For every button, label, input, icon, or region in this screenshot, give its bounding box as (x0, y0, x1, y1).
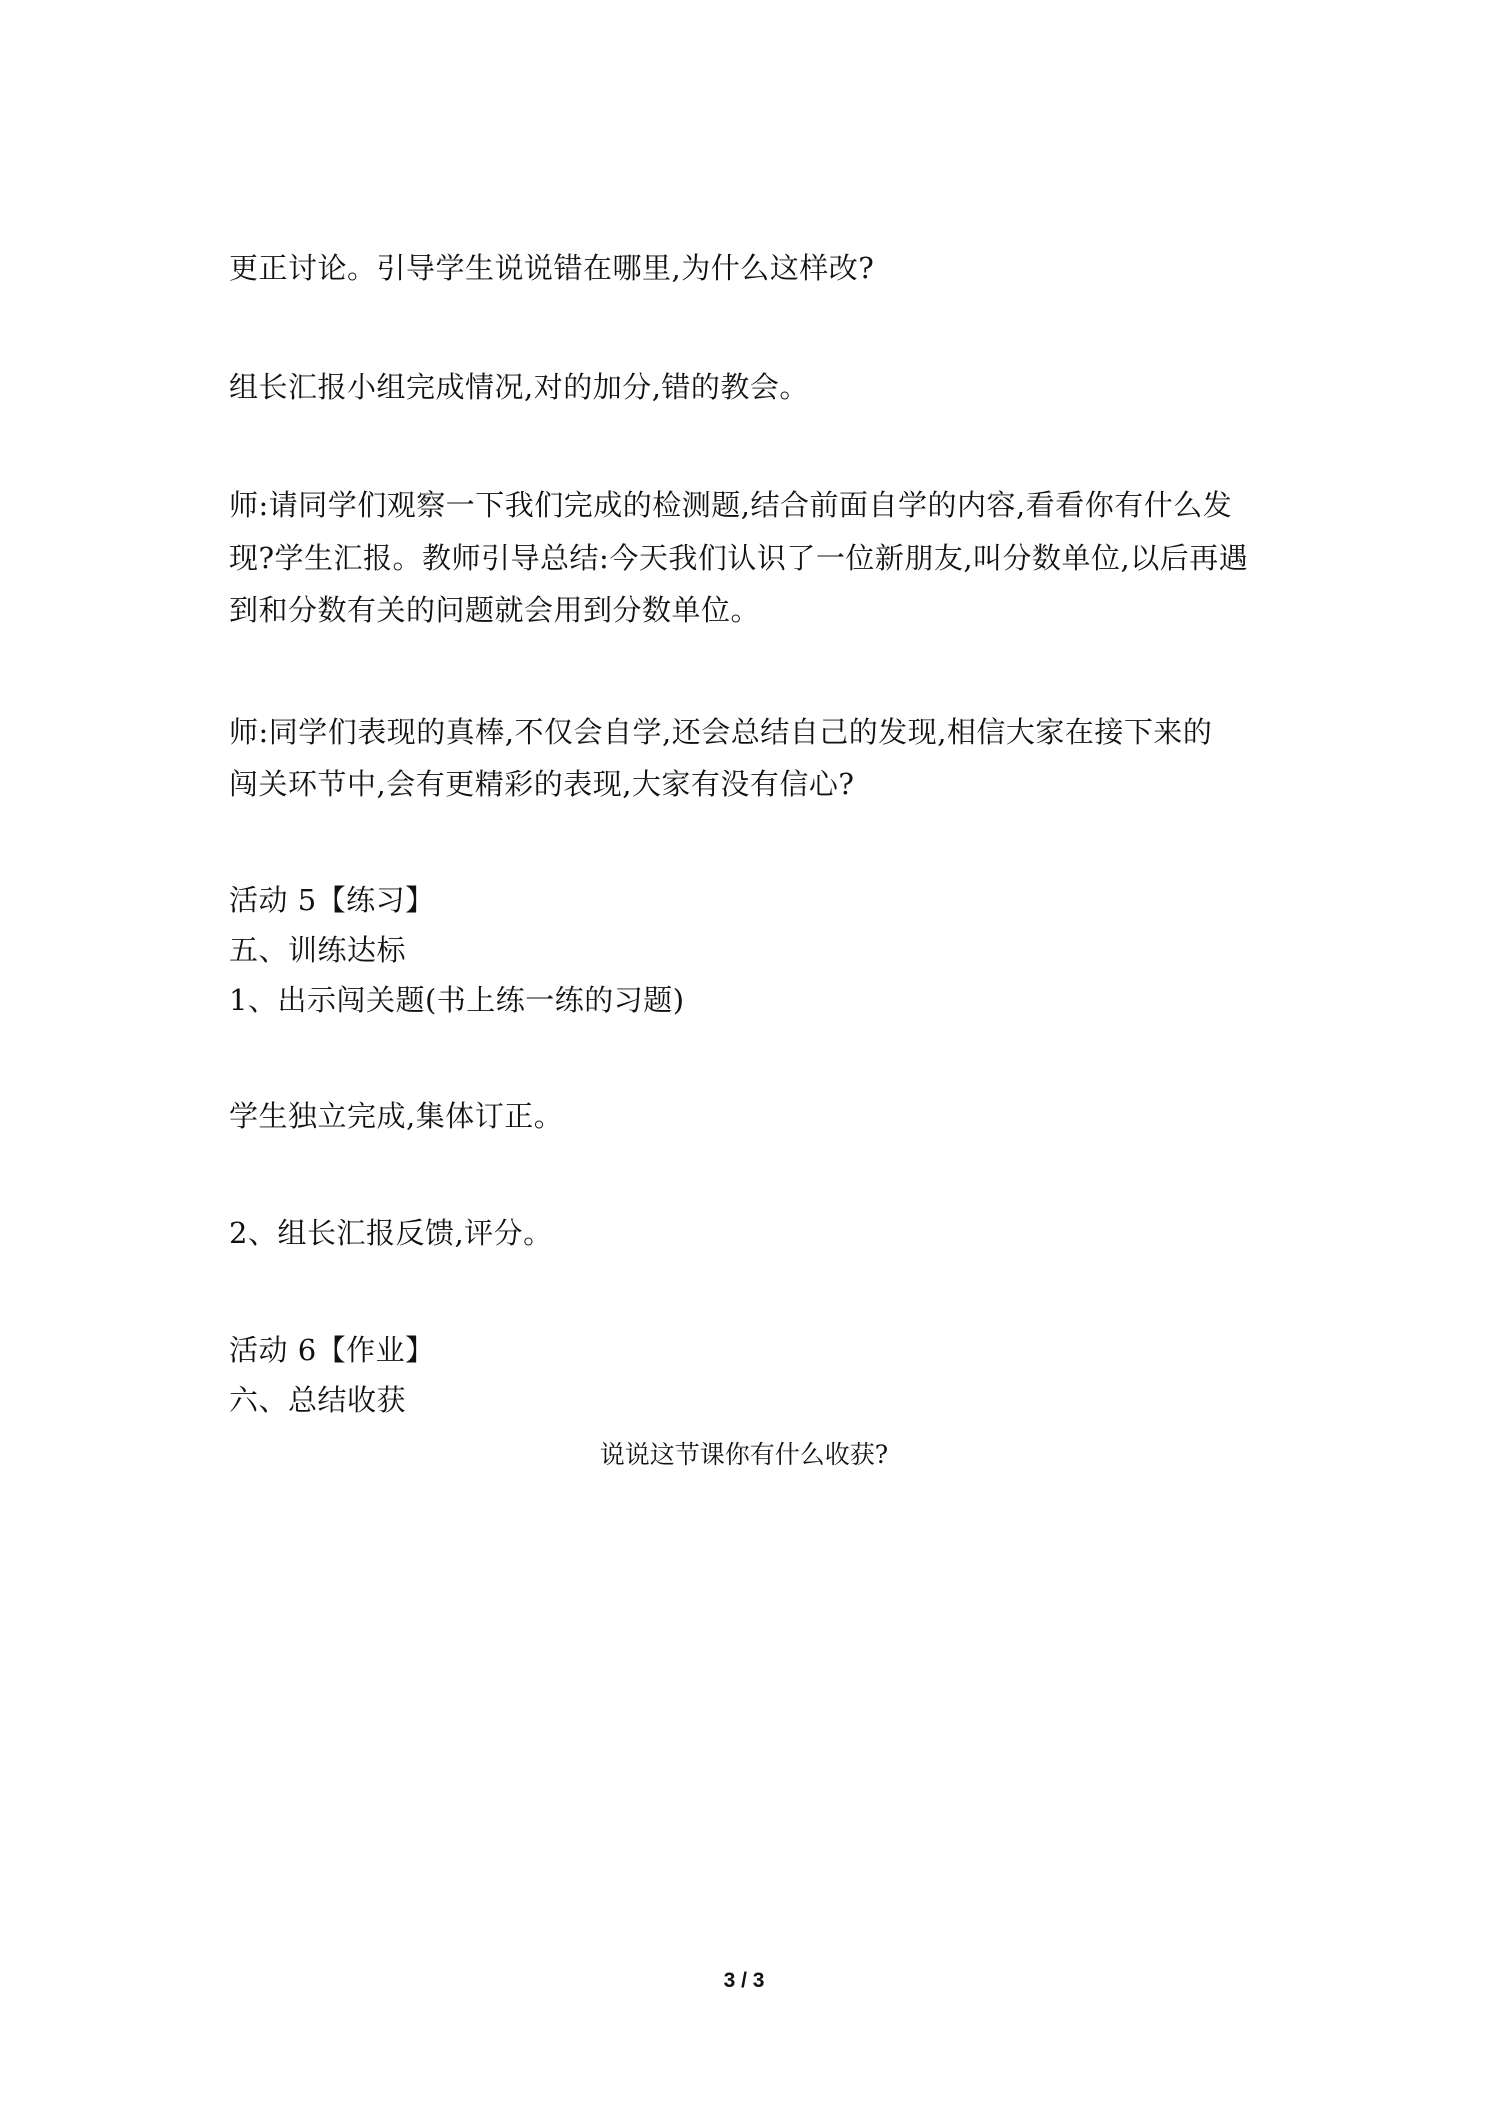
paragraph-praise-line-1: 师:同学们表现的真棒,不仅会自学,还会总结自己的发现,相信大家在接下来的 (229, 715, 1213, 749)
paragraph-teacher-line-1: 师:请同学们观察一下我们完成的检测题,结合前面自学的内容,看看你有什么发 (229, 488, 1233, 522)
page-number: 3 / 3 (723, 1969, 765, 1992)
list-item-1: 1、出示闯关题(书上练一练的习题) (229, 983, 685, 1017)
paragraph-group-report: 组长汇报小组完成情况,对的加分,错的教会。 (229, 370, 809, 404)
activity-6-heading: 活动 6【作业】 (229, 1333, 435, 1367)
section-five-heading: 五、训练达标 (229, 933, 407, 967)
paragraph-teacher-line-2: 现?学生汇报。教师引导总结:今天我们认识了一位新朋友,叫分数单位,以后再遇 (229, 541, 1249, 575)
summary-question: 说说这节课你有什么收获? (599, 1440, 889, 1469)
paragraph-correction-discussion: 更正讨论。引导学生说说错在哪里,为什么这样改? (229, 251, 875, 285)
paragraph-praise-line-2: 闯关环节中,会有更精彩的表现,大家有没有信心? (229, 767, 855, 801)
paragraph-teacher-line-3: 到和分数有关的问题就会用到分数单位。 (229, 593, 761, 627)
list-item-2: 2、组长汇报反馈,评分。 (229, 1216, 553, 1250)
section-six-heading: 六、总结收获 (229, 1383, 407, 1417)
activity-5-heading: 活动 5【练习】 (229, 883, 435, 917)
paragraph-student-complete: 学生独立完成,集体订正。 (229, 1099, 564, 1133)
